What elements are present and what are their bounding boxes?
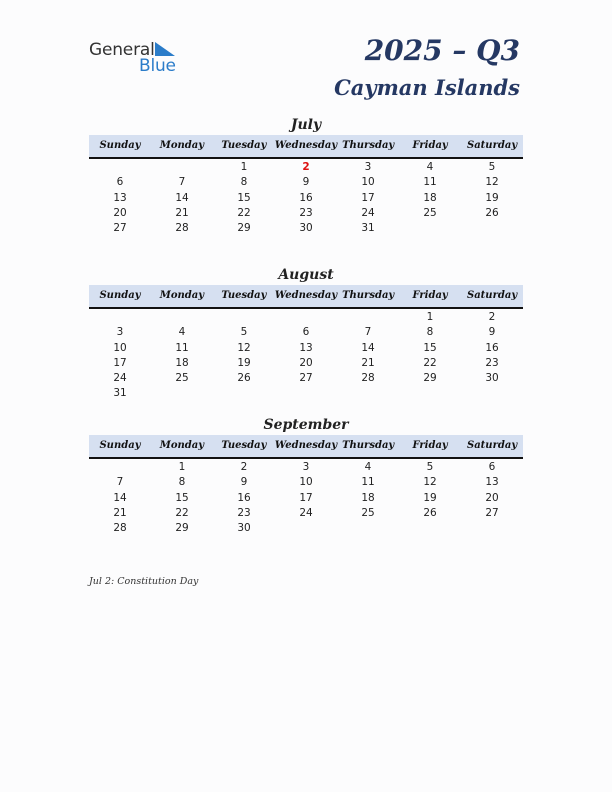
logo-text-blue: Blue	[139, 56, 176, 76]
day-cell: 16	[299, 191, 313, 204]
day-cell: 12	[237, 341, 251, 354]
day-cell: 23	[299, 206, 313, 219]
day-cell: 6	[116, 176, 124, 189]
day-cell: 15	[423, 341, 437, 354]
empty-day-cell	[337, 310, 399, 325]
day-cell: 28	[361, 372, 375, 385]
day-cell: 19	[423, 491, 437, 504]
week-row	[89, 506, 523, 521]
weekday-label: Sunday	[99, 440, 141, 451]
weekday-label: Saturday	[466, 290, 518, 301]
empty-day-cell	[89, 460, 151, 475]
weekday-label: Monday	[159, 290, 205, 301]
day-cell: 10	[113, 341, 127, 354]
week-row	[89, 191, 523, 206]
day-cell: 2	[240, 461, 248, 473]
day-cell: 31	[113, 387, 127, 400]
day-cell: 1	[426, 311, 434, 323]
weekday-label: Sunday	[99, 140, 141, 151]
day-cell: 9	[302, 176, 310, 189]
day-cell: 21	[361, 356, 375, 369]
calendar-grid	[89, 159, 523, 236]
day-cell: 28	[175, 222, 189, 235]
day-cell: 26	[237, 372, 251, 385]
weekday-label: Friday	[412, 290, 448, 301]
day-cell: 5	[240, 326, 248, 339]
empty-day-cell	[461, 386, 523, 401]
day-cell: 17	[113, 356, 127, 369]
weekday-label: Thursday	[342, 290, 395, 301]
week-row	[89, 160, 523, 175]
empty-day-cell	[337, 386, 399, 401]
day-cell: 30	[237, 522, 251, 535]
day-cell: 27	[485, 506, 499, 519]
day-cell: 6	[488, 461, 496, 473]
day-cell: 15	[175, 491, 189, 504]
week-row	[89, 371, 523, 386]
day-cell: 16	[485, 341, 499, 354]
day-cell: 15	[237, 191, 251, 204]
day-cell: 26	[485, 206, 499, 219]
day-cell: 14	[361, 341, 375, 354]
day-cell: 9	[240, 476, 248, 489]
month-august	[89, 265, 523, 402]
day-cell: 3	[116, 326, 124, 339]
day-cell: 22	[423, 356, 437, 369]
country-subtitle: Cayman Islands	[334, 75, 520, 100]
day-cell: 12	[485, 176, 499, 189]
day-cell: 19	[237, 356, 251, 369]
empty-day-cell	[213, 386, 275, 401]
day-cell: 1	[178, 461, 186, 473]
day-cell: 5	[426, 461, 434, 473]
empty-day-cell	[337, 521, 399, 536]
day-cell: 25	[423, 206, 437, 219]
day-cell: 8	[178, 476, 186, 489]
week-row	[89, 221, 523, 236]
day-cell: 14	[175, 191, 189, 204]
day-cell: 29	[423, 372, 437, 385]
day-cell: 13	[485, 476, 499, 489]
week-row	[89, 310, 523, 325]
day-cell: 22	[175, 506, 189, 519]
day-cell: 5	[488, 161, 496, 173]
empty-day-cell	[89, 310, 151, 325]
weekday-label: Monday	[159, 140, 205, 151]
day-cell: 28	[113, 522, 127, 535]
day-cell: 4	[364, 461, 372, 473]
week-row	[89, 206, 523, 221]
day-cell: 6	[302, 326, 310, 339]
weekday-label: Tuesday	[221, 140, 267, 151]
day-cell: 2	[488, 311, 496, 323]
day-cell: 26	[423, 506, 437, 519]
empty-day-cell	[275, 386, 337, 401]
weekday-header	[89, 135, 523, 159]
day-cell: 1	[240, 161, 248, 173]
week-row	[89, 175, 523, 190]
week-row	[89, 460, 523, 475]
day-cell: 20	[299, 356, 313, 369]
generalblue-logo	[89, 38, 189, 78]
day-cell: 20	[113, 206, 127, 219]
weekday-label: Monday	[159, 440, 205, 451]
weekday-label: Wednesday	[274, 440, 338, 451]
day-cell: 3	[364, 161, 372, 173]
day-cell: 14	[113, 491, 127, 504]
day-cell: 8	[240, 176, 248, 189]
day-cell: 31	[361, 222, 375, 235]
empty-day-cell	[461, 221, 523, 236]
empty-day-cell	[151, 310, 213, 325]
day-cell: 23	[237, 506, 251, 519]
day-cell: 24	[299, 506, 313, 519]
day-cell: 27	[113, 222, 127, 235]
weekday-header	[89, 435, 523, 459]
day-cell: 7	[116, 476, 124, 489]
day-cell: 11	[423, 176, 437, 189]
day-cell: 29	[175, 522, 189, 535]
empty-day-cell	[461, 521, 523, 536]
day-cell: 25	[361, 506, 375, 519]
day-cell: 30	[485, 372, 499, 385]
day-cell: 13	[299, 341, 313, 354]
weekday-label: Wednesday	[274, 290, 338, 301]
week-row	[89, 356, 523, 371]
empty-day-cell	[151, 386, 213, 401]
week-row	[89, 491, 523, 506]
empty-day-cell	[399, 521, 461, 536]
weekday-label: Sunday	[99, 290, 141, 301]
day-cell: 30	[299, 222, 313, 235]
weekday-label: Tuesday	[221, 290, 267, 301]
day-cell: 24	[113, 372, 127, 385]
empty-day-cell	[213, 310, 275, 325]
month-name: July	[290, 117, 322, 133]
weekday-label: Saturday	[466, 440, 518, 451]
week-row	[89, 386, 523, 401]
day-cell: 29	[237, 222, 251, 235]
calendar-grid	[89, 459, 523, 536]
day-cell: 21	[113, 506, 127, 519]
day-cell: 13	[113, 191, 127, 204]
calendar-grid	[89, 309, 523, 402]
weekday-label: Saturday	[466, 140, 518, 151]
weekday-label: Thursday	[342, 440, 395, 451]
day-cell: 20	[485, 491, 499, 504]
day-cell: 19	[485, 191, 499, 204]
day-cell: 22	[237, 206, 251, 219]
empty-day-cell	[399, 386, 461, 401]
holiday-note: Jul 2: Constitution Day	[89, 576, 199, 587]
day-cell: 25	[175, 372, 189, 385]
day-cell: 17	[361, 191, 375, 204]
day-cell: 10	[299, 476, 313, 489]
month-september	[89, 415, 523, 536]
day-cell: 4	[178, 326, 186, 339]
day-cell: 10	[361, 176, 375, 189]
day-cell: 18	[423, 191, 437, 204]
day-cell: 2	[302, 161, 310, 173]
page-title: 2025 – Q3	[364, 34, 520, 67]
month-name: September	[263, 417, 349, 433]
day-cell: 9	[488, 326, 496, 339]
day-cell: 7	[178, 176, 186, 189]
day-cell: 18	[175, 356, 189, 369]
weekday-header	[89, 285, 523, 309]
day-cell: 11	[175, 341, 189, 354]
week-row	[89, 325, 523, 340]
empty-day-cell	[399, 221, 461, 236]
day-cell: 4	[426, 161, 434, 173]
day-cell: 24	[361, 206, 375, 219]
week-row	[89, 521, 523, 536]
day-cell: 21	[175, 206, 189, 219]
empty-day-cell	[151, 160, 213, 175]
day-cell: 23	[485, 356, 499, 369]
logo-triangle-icon	[155, 42, 177, 58]
weekday-label: Thursday	[342, 140, 395, 151]
day-cell: 16	[237, 491, 251, 504]
day-cell: 27	[299, 372, 313, 385]
day-cell: 17	[299, 491, 313, 504]
empty-day-cell	[89, 160, 151, 175]
day-cell: 3	[302, 461, 310, 473]
day-cell: 11	[361, 476, 375, 489]
month-name: August	[278, 267, 334, 283]
empty-day-cell	[275, 310, 337, 325]
day-cell: 8	[426, 326, 434, 339]
week-row	[89, 475, 523, 490]
day-cell: 12	[423, 476, 437, 489]
empty-day-cell	[275, 521, 337, 536]
month-july	[89, 115, 523, 236]
logo-text-general: General	[89, 40, 155, 60]
weekday-label: Tuesday	[221, 440, 267, 451]
weekday-label: Friday	[412, 140, 448, 151]
weekday-label: Friday	[412, 440, 448, 451]
weekday-label: Wednesday	[274, 140, 338, 151]
day-cell: 18	[361, 491, 375, 504]
day-cell: 7	[364, 326, 372, 339]
week-row	[89, 341, 523, 356]
